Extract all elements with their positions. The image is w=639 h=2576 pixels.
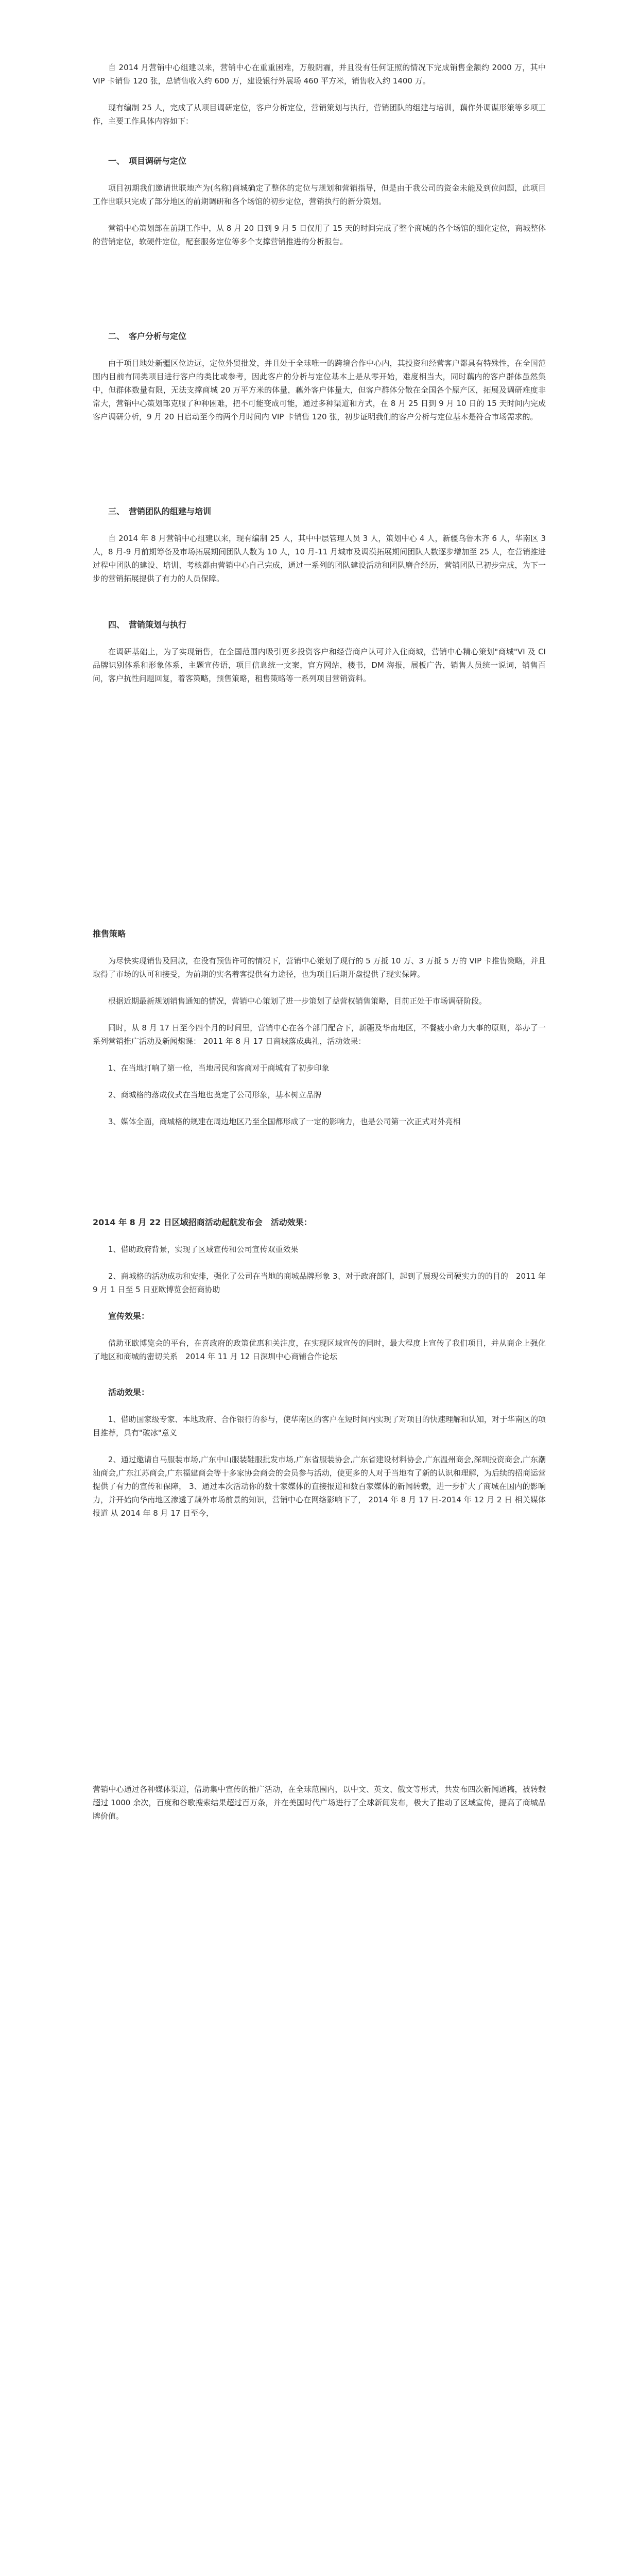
section-research-paragraph-1: 项目初期我们邀请世联地产为(名称)商城确定了整体的定位与规划和营销指导，但是由于我公司的资金未能及到位问题，此项目工作世联只完成了部分地区的前期调研和各个场馆的初步定位，营销执行的新分策划。 xyxy=(93,183,546,206)
section-marketing-title: 四、 营销策划与执行 xyxy=(108,620,187,630)
promotion-effect-3: 3、媒体全面，商城格的规建在周边地区乃至全国都形成了一定的影响力，也是公司第一次正式对外亮相 xyxy=(108,1117,461,1126)
section-team-paragraph-1: 自 2014 年 8 月营销中心组建以来，现有编制 25 人，其中中层管理人员 3 人，策划中心 4 人，新疆乌鲁木齐 6 人，华南区 3 人，8 月-9 月前期筹备及市场拓展期间团队人数为 10 人，10 月-11 月城市及调漠拓展期间团队人数逐步增加至 25 人，在营销推进过程中团队的建设、培训、考核都由营销中心自己完成，通过一系列的团队建设活动和团队磨合经历，营销团队已初步完成，为下一步的营销拓展提供了有力的人员保障。 xyxy=(93,534,546,583)
promotion-effect-2: 2、商城格的落成仪式在当地也奠定了公司形象，基本树立品牌 xyxy=(108,1090,322,1099)
activity-paragraph-2: 2、通过邀请自马服装市场,广东中山服装鞋服批发市场,广东省服装协会,广东省建设材料协会,广东温州商会,深圳投资商会,广东潮汕商会,广东江苏商会,广东福建商会等十多家协会商会的会员参与活动，使更多的人对于当地有了新的认识和理解，为后续的招商运营提供了有力的宣传和保障， 3、通过本次活动你的数十家媒体的直接报道和数百家媒体的新闻转载，进一步扩大了商城在国内的影响力，并开始向华南地区渗透了藕外市场前景的知识，营销中心在网络影响下了， 2014 年 8 月 17 日-2014 年 12 月 2 日 相关媒体报道 从 2014 年 8 月 17 日至今， xyxy=(93,1455,546,1518)
section-research xyxy=(93,155,546,248)
activity-paragraph-1: 1、借助国家级专家、本地政府、合作银行的参与，使华南区的客户在短时间内实现了对项目的快速理解和认知，对于华南区的项目推荐，具有"破冰"意义 xyxy=(93,1415,546,1437)
section-promotion xyxy=(93,927,546,1128)
publicity-paragraph: 借助亚欧博览会的平台，在喜政府的政策优惠和关注度，在实现区域宣传的同时，最大程度上宣传了我们项目，并从商企上强化了地区和商城的密切关系 2014 年 11 月 12 日深圳中心商铺合作论坛 xyxy=(93,1338,546,1361)
section-launch-title: 2014 年 8 月 22 日区域招商活动起航发布会 活动效果： xyxy=(93,1217,312,1227)
section-team xyxy=(93,505,546,585)
promotion-effect-1: 1、在当地打响了第一枪，当地居民和客商对于商城有了初步印象 xyxy=(108,1063,330,1073)
promotion-paragraph-1: 为尽快实现销售及回款，在没有预售许可的情况下，营销中心策划了现行的 5 万抵 10 万、3 万抵 5 万的 VIP 卡推售策略，并且取得了市场的认可和接受，为前期的实名着客提供有力途径，也为项目后期开盘提供了现实保障。 xyxy=(93,956,546,979)
section-closing xyxy=(93,1783,546,1823)
promotion-paragraph-2: 根据近期最新规划销售通知的情况，营销中心策划了进一步策划了益营权销售策略，目前正处于市场调研阶段。 xyxy=(108,996,487,1006)
section-customer xyxy=(93,330,546,423)
promotion-paragraph-3: 同时，从 8 月 17 日至今四个月的时间里，营销中心在各个部门配合下，新疆及华南地区，不餐疲小命力大事的原则，举办了一系列营销推广活动及新闻炮课： 2011 年 8 月 17 日商城落成典礼，活动效果： xyxy=(93,1023,546,1046)
closing-paragraph: 营销中心通过各种媒体渠道，借助集中宣传的推广活动，在全球范围内，以中文、英文、俄文等形式，共发布四次新闻通稿，被转载超过 1000 余次，百度和谷歌搜索结果超过百万条，并在美国时代广场进行了全球新闻发布，极大了推动了区域宣传，提高了商城品牌价值。 xyxy=(93,1785,546,1821)
section-customer-title: 二、 客户分析与定位 xyxy=(108,331,187,341)
section-team-title: 三、 营销团队的组建与培训 xyxy=(108,506,212,516)
section-marketing xyxy=(93,618,546,685)
launch-effect-1: 1、借助政府背景，实现了区域宣传和公司宣传双重效果 xyxy=(108,1245,299,1254)
intro-paragraph-2: 现有编制 25 人，完成了从项目调研定位，客户分析定位，营销策划与执行，营销团队的组建与培训，藕作外调谋形策等多项工作，主要工作具体内容如下： xyxy=(93,103,546,126)
section-launch xyxy=(93,1216,546,1363)
section-promotion-title: 推售策略 xyxy=(93,929,126,939)
section-research-paragraph-2: 营销中心策划部在前期工作中，从 8 月 20 日到 9 月 5 日仅用了 15 天的时间完成了整个商城的各个场馆的细化定位，商城整体的营销定位，软硬件定位，配套服务定位等多个支撑营销推进的分析报告。 xyxy=(93,224,546,246)
section-research-title: 一、 项目调研与定位 xyxy=(108,156,187,166)
intro-section xyxy=(93,61,546,128)
launch-effect-2: 2、商城格的活动成功和安排，强化了公司在当地的商城品牌形象 3、对于政府部门，起到了展现公司硬实力的的目的 2011 年 9 月 1 日至 5 日亚欧博览会招商协助 xyxy=(93,1272,546,1294)
section-activity xyxy=(93,1386,546,1520)
publicity-title: 宣传效果： xyxy=(108,1311,150,1321)
activity-title: 活动效果： xyxy=(108,1387,150,1397)
section-customer-paragraph-1: 由于项目地处新疆区位边远，定位外贸批发，并且处于全球唯一的跨境合作中心内，其投资和经营客户都具有特殊性，在全国范围内目前有同类项目进行客户的类比或参考，因此客户的分析与定位基本上是从零开始，难度相当大，同时藕内的客户群体虽然集中，但群体数量有限，无法支撑商城 20 万平方米的体量，藕外客户体量大，但客户群体分散在全国各个原产区，拓展及调研难度非常大，营销中心策划部克服了种种困难，把不可能变成可能，通过多种渠道和方式，在 8 月 25 日到 9 月 10 日的 15 天时间内完成客户调研分析，9 月 20 日启动至今的两个月时间内 VIP 卡销售 120 张，初步证明我们的客户分析与定位基本是符合市场需求的。 xyxy=(93,359,546,421)
intro-paragraph-1: 自 2014 月营销中心组建以来，营销中心在重重困难，万般阴霾，并且没有任何证照的情况下完成销售金额约 2000 万，其中 VIP 卡销售 120 张，总销售收入约 600 万，建设银行外展场 460 平方米，销售收入约 1400 万。 xyxy=(93,63,546,86)
section-marketing-paragraph-1: 在调研基础上，为了实现销售，在全国范围内吸引更多投资客户和经营商户认可并入住商城，营销中心精心策划"商城"VI 及 CI 品牌识别体系和形象体系，主题宣传语，项目信息统一文案，官方网站，楼书，DM 海报，展板广告，销售人员统一说词，销售百问，客户抗性问题回复，着客策略，预售策略，租售策略等一系列项目营销资料。 xyxy=(93,647,546,683)
